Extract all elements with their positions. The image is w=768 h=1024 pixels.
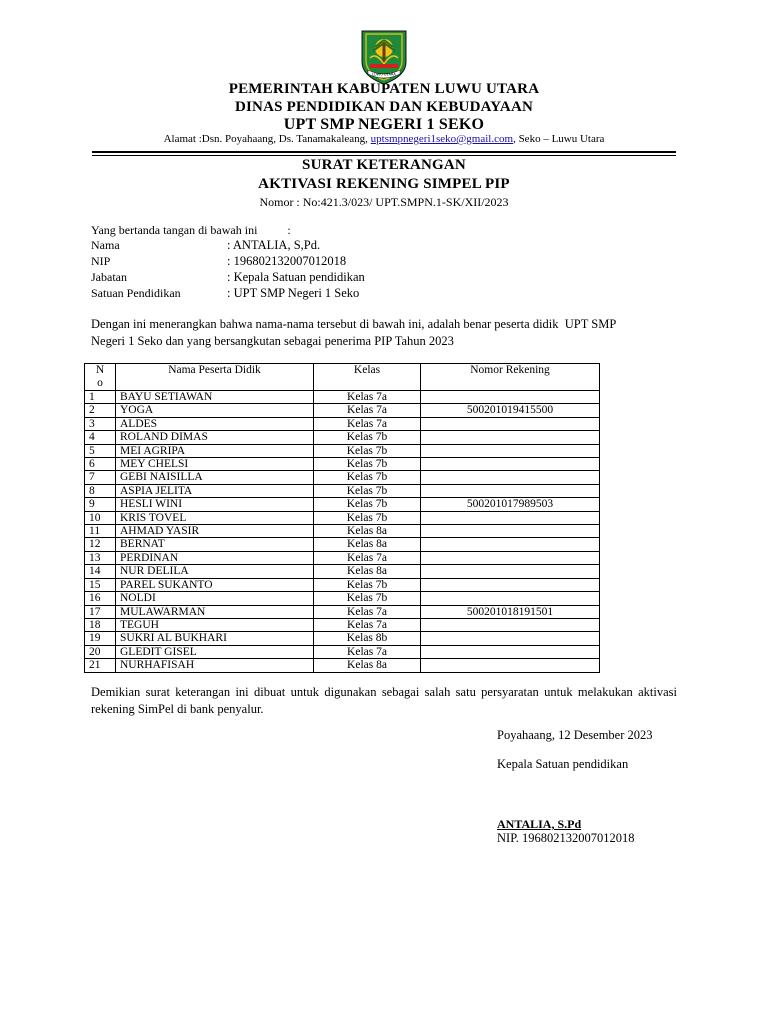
row-kelas: Kelas 7b [314,511,421,524]
row-rekening [421,538,600,551]
row-no: 1 [85,391,116,404]
row-kelas: Kelas 8a [314,525,421,538]
header-rule-thick [92,151,676,153]
row-no: 12 [85,538,116,551]
table-row [85,391,600,404]
row-rekening [421,458,600,471]
field-label: Satuan Pendidikan [91,286,181,300]
row-rekening [421,618,600,631]
row-no: 9 [85,498,116,511]
row-rekening [421,484,600,497]
row-kelas: Kelas 8a [314,538,421,551]
row-rekening [421,632,600,645]
emblem-ribbon-text: LUWU UTARA [372,72,396,77]
header-rekening: Nomor Rekening [421,364,600,391]
table-row [85,605,600,618]
table-row [85,404,600,417]
table-row [85,525,600,538]
header-department: DINAS PENDIDIKAN DAN KEBUDAYAAN [234,99,534,115]
signature-nip: NIP. 196802132007012018 [497,831,635,845]
email-link[interactable]: uptsmpnegeri1seko@gmail.com [370,133,514,145]
table-row [85,618,600,631]
row-no: 11 [85,525,116,538]
table-row [85,578,600,591]
table-row [85,645,600,658]
field-label: NIP [91,254,111,268]
row-name: ALDES [116,417,314,430]
row-name: SUKRI AL BUKHARI [116,632,314,645]
row-rekening [421,511,600,524]
row-no: 18 [85,618,116,631]
signer-intro: Yang bertanda tangan di bawah ini : [91,223,291,237]
row-kelas: Kelas 7b [314,578,421,591]
row-rekening [421,431,600,444]
header-school: UPT SMP NEGERI 1 SEKO [283,116,485,133]
row-no: 16 [85,592,116,605]
row-rekening: 500201019415500 [421,404,600,417]
field-value: : ANTALIA, S,Pd. [227,238,321,252]
header-no-bottom: o [97,377,103,389]
row-no: 20 [85,645,116,658]
address-prefix: Alamat :Dsn. Poyahaang, Ds. Tanamakaleang, [163,133,371,145]
row-rekening [421,525,600,538]
row-name: GLEDIT GISEL [116,645,314,658]
field-value: : 196802132007012018 [227,254,347,268]
row-rekening [421,592,600,605]
row-name: BERNAT [116,538,314,551]
table-body [85,391,600,673]
header-kelas: Kelas [314,364,421,391]
row-rekening: 500201018191501 [421,605,600,618]
field-label: Jabatan [91,270,127,284]
row-no: 19 [85,632,116,645]
table-row [85,632,600,645]
row-no: 8 [85,484,116,497]
table-row [85,565,600,578]
row-no: 6 [85,458,116,471]
row-kelas: Kelas 7a [314,417,421,430]
row-kelas: Kelas 8a [314,659,421,672]
row-name: PAREL SUKANTO [116,578,314,591]
row-rekening [421,471,600,484]
letter-subtitle: AKTIVASI REKENING SIMPEL PIP [258,176,510,192]
row-kelas: Kelas 8b [314,632,421,645]
row-rekening [421,578,600,591]
letter-number: Nomor : No:421.3/023/ UPT.SMPN.1-SK/XII/2023 [259,195,509,209]
row-rekening [421,391,600,404]
row-no: 10 [85,511,116,524]
row-kelas: Kelas 7b [314,592,421,605]
signature-name: ANTALIA, S.Pd [497,817,582,831]
header-name: Nama Peserta Didik [116,364,314,391]
row-kelas: Kelas 7a [314,391,421,404]
statement-paragraph [91,316,691,350]
regency-emblem-logo [358,28,410,86]
field-value: : UPT SMP Negeri 1 Seko [227,286,360,300]
closing-paragraph: Demikian surat keterangan ini dibuat untuk digunakan sebagai salah satu persyaratan untuk melakukan aktivasi rekening SimPel di bank penyalur. [91,685,677,716]
row-name: KRIS TOVEL [116,511,314,524]
row-no: 14 [85,565,116,578]
table-row [85,538,600,551]
table-row [85,498,600,511]
field-label: Nama [91,238,120,252]
row-name: MEY CHELSI [116,458,314,471]
signature-place-date: Poyahaang, 12 Desember 2023 [497,728,653,742]
row-no: 13 [85,551,116,564]
table-row [85,458,600,471]
header-no-top: N [95,364,105,376]
letter-title: SURAT KETERANGAN [302,157,466,173]
row-name: TEGUH [116,618,314,631]
table-row [85,551,600,564]
table-row [85,444,600,457]
row-rekening [421,659,600,672]
header-no [85,364,116,391]
row-kelas: Kelas 8a [314,565,421,578]
field-value: : Kepala Satuan pendidikan [227,270,365,284]
row-no: 3 [85,417,116,430]
row-no: 2 [85,404,116,417]
row-kelas: Kelas 7a [314,551,421,564]
row-kelas: Kelas 7b [314,471,421,484]
address-suffix: , Seko – Luwu Utara [513,133,605,145]
row-no: 5 [85,444,116,457]
row-name: YOGA [116,404,314,417]
row-kelas: Kelas 7a [314,645,421,658]
header-rule-thin [92,155,676,156]
row-rekening: 500201017989503 [421,498,600,511]
row-rekening [421,645,600,658]
table-row [85,471,600,484]
header-address [0,133,768,145]
row-no: 15 [85,578,116,591]
row-kelas: Kelas 7a [314,618,421,631]
table-row [85,592,600,605]
row-no: 21 [85,659,116,672]
row-kelas: Kelas 7b [314,484,421,497]
table-row [85,484,600,497]
table-row [85,431,600,444]
row-kelas: Kelas 7a [314,404,421,417]
row-name: AHMAD YASIR [116,525,314,538]
row-kelas: Kelas 7b [314,431,421,444]
row-name: MEI AGRIPA [116,444,314,457]
students-table [84,363,600,673]
row-name: PERDINAN [116,551,314,564]
table-row [85,417,600,430]
row-name: ASPIA JELITA [116,484,314,497]
statement-line: Dengan ini menerangkan bahwa nama-nama tersebut di bawah ini, adalah benar peserta didik UPT SMP [91,317,617,331]
row-kelas: Kelas 7b [314,498,421,511]
table-row [85,659,600,672]
row-name: MULAWARMAN [116,605,314,618]
row-kelas: Kelas 7b [314,458,421,471]
row-name: ROLAND DIMAS [116,431,314,444]
row-rekening [421,444,600,457]
row-name: GEBI NAISILLA [116,471,314,484]
row-kelas: Kelas 7b [314,444,421,457]
statement-line: Negeri 1 Seko dan yang bersangkutan sebagai penerima PIP Tahun 2023 [91,334,454,348]
row-rekening [421,551,600,564]
row-name: NURHAFISAH [116,659,314,672]
row-name: HESLI WINI [116,498,314,511]
header-government: PEMERINTAH KABUPATEN LUWU UTARA [228,81,540,97]
table-row [85,511,600,524]
row-name: NUR DELILA [116,565,314,578]
row-no: 7 [85,471,116,484]
row-no: 17 [85,605,116,618]
table-header-row [85,364,600,391]
row-name: NOLDI [116,592,314,605]
row-name: BAYU SETIAWAN [116,391,314,404]
row-rekening [421,565,600,578]
row-no: 4 [85,431,116,444]
row-rekening [421,417,600,430]
signature-position: Kepala Satuan pendidikan [497,757,629,771]
row-kelas: Kelas 7a [314,605,421,618]
